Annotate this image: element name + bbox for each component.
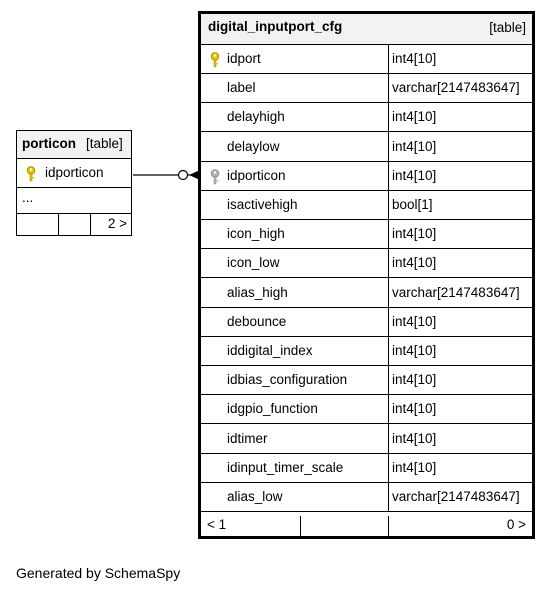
table-name: digital_inputport_cfg xyxy=(208,19,343,34)
table-digital-inputport-cfg[interactable] xyxy=(198,11,535,539)
column-row-delaylow[interactable] xyxy=(201,133,532,162)
column-name: idport xyxy=(227,51,261,66)
column-type: int4[10] xyxy=(392,459,437,475)
column-row-debounce[interactable] xyxy=(201,308,532,337)
parent-count-link[interactable]: < 1 xyxy=(207,517,227,532)
table-footer xyxy=(17,214,131,235)
column-type: int4[10] xyxy=(392,343,437,358)
column-row-alias-high[interactable] xyxy=(201,279,532,308)
column-type: int4[10] xyxy=(392,313,437,329)
column-type: varchar[2147483647] xyxy=(392,80,520,96)
column-row-idbias-configuration[interactable] xyxy=(201,366,532,395)
column-row-isactivehigh[interactable] xyxy=(201,191,532,220)
column-name: debounce xyxy=(227,313,287,329)
column-name: label xyxy=(227,80,256,96)
more-indicator: ... xyxy=(22,190,34,205)
column-name: isactivehigh xyxy=(227,197,298,212)
column-name: idbias_configuration xyxy=(227,372,348,388)
column-name: icon_low xyxy=(227,255,280,271)
column-row-delayhigh[interactable] xyxy=(201,103,532,132)
table-kind: [table] xyxy=(489,20,526,35)
table-header xyxy=(201,14,532,45)
column-name: alias_low xyxy=(227,489,283,504)
column-name: idporticon xyxy=(45,165,104,180)
column-row-idgpio-function[interactable] xyxy=(201,395,532,424)
table-name: porticon xyxy=(22,136,76,151)
column-name: delayhigh xyxy=(227,109,285,125)
generated-by-label: Generated by SchemaSpy xyxy=(16,565,181,581)
column-name: alias_high xyxy=(227,284,288,300)
column-row-idtimer[interactable] xyxy=(201,425,532,454)
footer-divider xyxy=(388,516,389,538)
column-name: icon_high xyxy=(227,226,285,242)
column-type: int4[10] xyxy=(392,255,437,271)
column-row-icon-high[interactable] xyxy=(201,220,532,249)
more-columns-row xyxy=(17,188,131,214)
column-type: bool[1] xyxy=(392,197,433,212)
primary-key-icon xyxy=(26,166,36,182)
column-row-idporticon[interactable] xyxy=(201,162,532,191)
zero-optional-icon xyxy=(179,171,188,180)
foreign-key-icon xyxy=(210,169,220,185)
column-name: delaylow xyxy=(227,138,280,154)
column-row-alias-low[interactable] xyxy=(201,483,532,512)
column-row-iddigital-index[interactable] xyxy=(201,337,532,366)
column-type: int4[10] xyxy=(392,167,437,183)
column-row-label[interactable] xyxy=(201,74,532,103)
column-type: int4[10] xyxy=(392,430,437,446)
column-row-idport[interactable] xyxy=(201,45,532,74)
column-type: int4[10] xyxy=(392,401,437,417)
child-count-link[interactable]: 2 > xyxy=(107,216,127,231)
column-row-icon-low[interactable] xyxy=(201,249,532,278)
column-name: idtimer xyxy=(227,430,268,446)
footer-divider xyxy=(300,516,301,538)
column-type: varchar[2147483647] xyxy=(392,284,520,300)
footer-divider xyxy=(58,214,59,235)
column-row-idinput-timer-scale[interactable] xyxy=(201,454,532,483)
footer-divider xyxy=(90,214,91,235)
child-count-link[interactable]: 0 > xyxy=(506,517,526,532)
column-row-idporticon[interactable] xyxy=(17,159,131,188)
table-porticon[interactable] xyxy=(16,130,132,236)
column-name: idporticon xyxy=(227,167,286,183)
column-type: int4[10] xyxy=(392,51,437,66)
table-footer xyxy=(201,516,532,538)
column-name: idgpio_function xyxy=(227,401,318,417)
column-divider xyxy=(388,45,389,512)
column-name: iddigital_index xyxy=(227,343,313,358)
column-type: varchar[2147483647] xyxy=(392,489,520,504)
table-header xyxy=(17,131,131,159)
relationship-connector xyxy=(130,165,202,185)
column-type: int4[10] xyxy=(392,372,437,388)
column-type: int4[10] xyxy=(392,109,437,125)
primary-key-icon xyxy=(210,52,220,68)
column-name: idinput_timer_scale xyxy=(227,459,344,475)
table-kind: [table] xyxy=(86,136,123,151)
column-type: int4[10] xyxy=(392,226,437,242)
column-type: int4[10] xyxy=(392,138,437,154)
